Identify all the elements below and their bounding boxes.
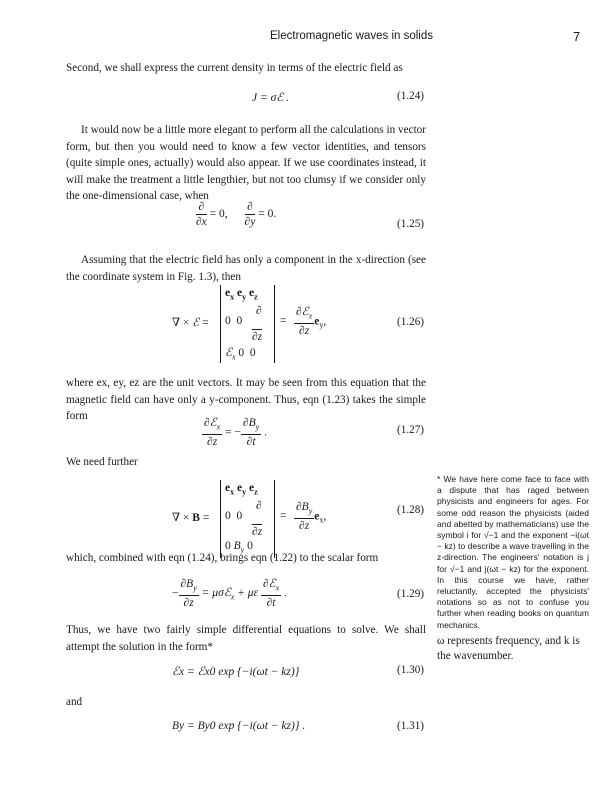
paragraph-7: Thus, we have two fairly simple differential equations to solve. We shall attempt the solution in the form* <box>66 624 426 653</box>
equation-1-25: $\frac{\partial}{\partial x}$ = 0, $\frac{\partial}{\partial y}$ = 0. <box>196 201 277 228</box>
equation-number-1-25: (1.25) <box>397 218 425 230</box>
paragraph-1: Second, we shall express the current density in terms of the electric field as <box>66 62 403 74</box>
paragraph-2: It would now be a little more elegant to perform all the calculations in vector form, but then you would need to know a few vector identities, and tensors (quite simple ones, actually) would also appear. If we use coordinates instead, it will make the treatment a little lengthier, but not too clumsy if we consider only the one-dimensional case, when <box>66 124 426 202</box>
page-number: 7 <box>573 29 581 44</box>
equation-number-1-31: (1.31) <box>397 720 425 732</box>
paragraph-3: Assuming that the electric field has only a component in the x-direction (see the coordinate system in Fig. 1.3), then <box>66 254 426 283</box>
paragraph-5: We need further <box>66 456 138 468</box>
paragraph-8: and <box>66 696 83 708</box>
equation-1-31: By = By0 exp {−i(ωt − kz)} . <box>172 720 306 732</box>
paragraph-4: where ex, ey, ez are the unit vectors. It may be seen from this equation that the magnetic field can have only a y-component. Thus, eqn (1.23) takes the simple form <box>66 377 426 422</box>
equation-1-26: ∇ × ℰ = $e_x$ $e_y$ $e_z$ ∂ 0 0 ∂z ℰ$_x$ 0 0 = $\frac{\partial ℰ_x}{\partial z}$ $e_y$, <box>172 287 327 362</box>
equation-1-29: − $\frac{\partial B_y}{\partial z}$ = μσℰ$_x$ + με $\frac{\partial ℰ_x}{\partial t}$ . <box>172 578 287 610</box>
equation-number-1-30: (1.30) <box>397 664 425 676</box>
paragraph-6: which, combined with eqn (1.24), brings eqn (1.22) to the scalar form <box>66 552 379 564</box>
equation-number-1-29: (1.29) <box>397 588 425 600</box>
footnote: * We have here come face to face with a dispute that has raged between physicists and engineers for ages. For some odd reason the physicists (aided and abetted by mathematicians) use the symbol i for √−1 and the exponent −i(ωt − kz) to describe a wave travelling in the z-direction. The engineers' notation is j for √−1 and j(ωt − kz) for the exponent. In this course we have, rather reluctantly, accepted the physicists' notations so as not to confuse you further when reading books on quantum mechanics. <box>437 474 589 630</box>
equation-1-30: ℰx = ℰx0 exp {−i(ωt − kz)} <box>172 666 300 678</box>
equation-1-28: ∇ × B = $e_x$ $e_y$ $e_z$ ∂ 0 0 ∂z 0 $B_y$ 0 = $\frac{\partial B_y}{\partial z}$ $e_x$, <box>172 480 382 558</box>
equation-number-1-28: (1.28) <box>397 504 425 516</box>
running-title: Electromagnetic waves in solids <box>270 30 433 42</box>
equation-1-24: J = σℰ . <box>252 92 289 104</box>
equation-1-27: $\frac{\partial ℰ_x}{\partial z}$ = − $\frac{\partial B_y}{\partial t}$ . <box>204 417 267 449</box>
equation-number-1-24: (1.24) <box>397 90 425 102</box>
equation-number-1-26: (1.26) <box>397 316 425 328</box>
equation-number-1-27: (1.27) <box>397 424 425 436</box>
margin-note: ω represents frequency, and k is the wavenumber. <box>437 635 580 662</box>
